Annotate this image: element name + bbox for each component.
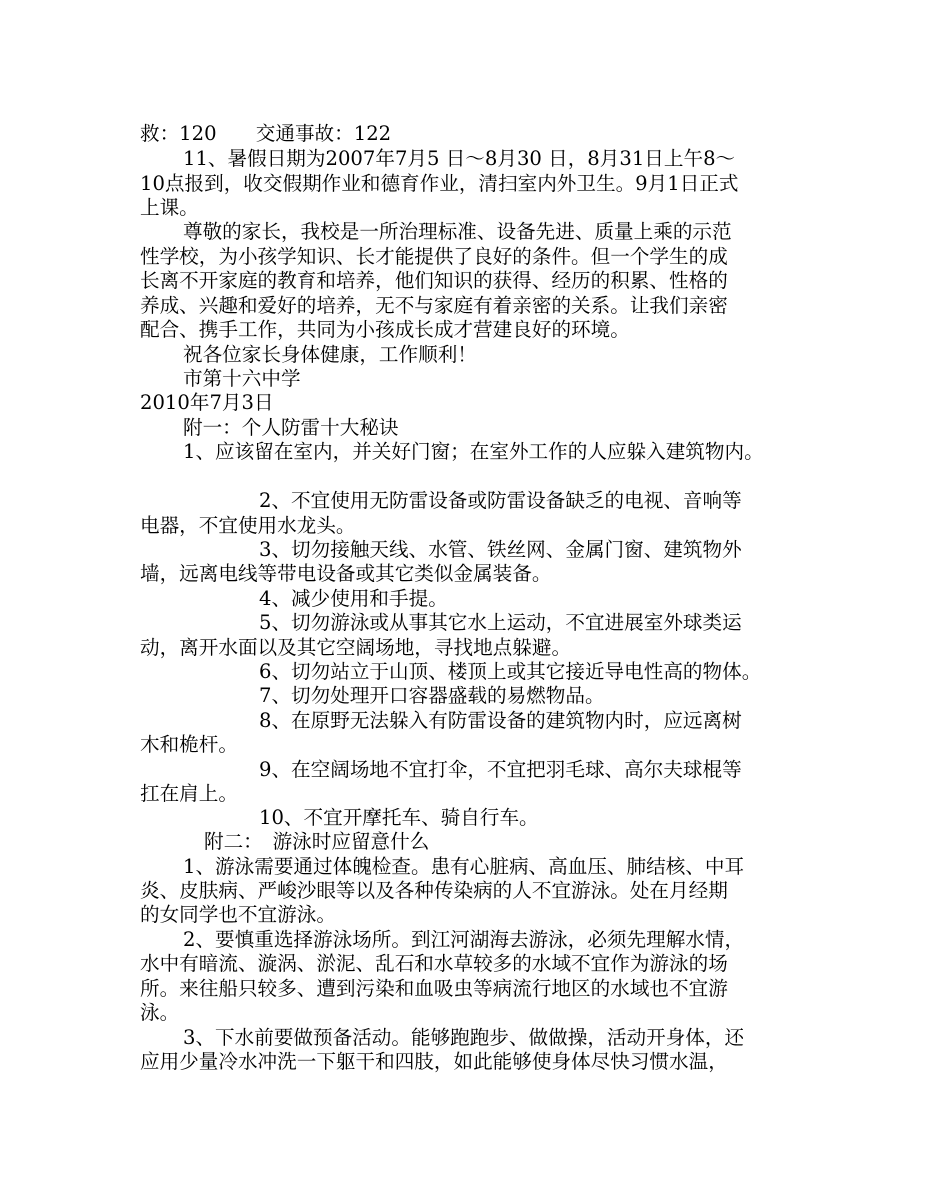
text-line: 11、暑假日期为2007年7月5 日～8月30 日，8月31日上午8～	[183, 147, 736, 170]
signature-date: 2010年7月3日	[140, 391, 274, 414]
text-line: 木和桅杆。	[140, 733, 238, 756]
text-line: 配合、携手工作，共同为小孩成长成才营建良好的环境。	[140, 318, 630, 341]
text-line: 9、在空阔场地不宜打伞，不宜把羽毛球、高尔夫球棍等	[259, 758, 742, 781]
text-line: 2、不宜使用无防雷设备或防雷设备缺乏的电视、音响等	[259, 489, 742, 512]
text-line: 10点报到，收交假期作业和德育作业，清扫室内外卫生。9月1日正式	[140, 172, 739, 195]
text-line: 墙，远离电线等带电设备或其它类似金属装备。	[140, 562, 552, 585]
text-line: 救：120 交通事故：122	[140, 122, 392, 145]
text-line: 动，离开水面以及其它空阔场地，寻找地点躲避。	[140, 636, 572, 659]
appendix-title: 附一：个人防雷十大秘诀	[183, 416, 399, 439]
text-line: 5、切勿游泳或从事其它水上运动，不宜进展室外球类运	[259, 611, 742, 634]
text-line: 长离不开家庭的教育和培养，他们知识的获得、经历的积累、性格的	[140, 269, 728, 292]
text-line: 的女同学也不宜游泳。	[140, 903, 336, 926]
text-line: 应用少量冷水冲洗一下躯干和四肢，如此能够使身体尽快习惯水温，	[140, 1050, 728, 1073]
text-line: 1、应该留在室内，并关好门窗；在室外工作的人应躲入建筑物内。	[183, 440, 764, 463]
signature-school: 市第十六中学	[183, 367, 301, 390]
text-line: 性学校，为小孩学知识、长才能提供了良好的条件。但一个学生的成	[140, 245, 728, 268]
text-line: 6、切勿站立于山顶、楼顶上或其它接近导电性高的物体。	[259, 660, 762, 683]
appendix-title: 附二： 游泳时应留意什么	[204, 830, 430, 853]
text-line: 尊敬的家长，我校是一所治理标准、设备先进、质量上乘的示范	[183, 220, 732, 243]
text-line: 8、在原野无法躲入有防雷设备的建筑物内时，应远离树	[259, 709, 742, 732]
text-line: 泳。	[140, 1001, 180, 1024]
text-line: 3、切勿接触天线、水管、铁丝网、金属门窗、建筑物外	[259, 538, 742, 561]
text-line: 电器，不宜使用水龙头。	[140, 514, 356, 537]
text-line: 祝各位家长身体健康，工作顺利！	[183, 343, 477, 366]
text-line: 4、减少使用和手提。	[259, 587, 448, 610]
text-line: 养成、兴趣和爱好的培养，无不与家庭有着亲密的关系。让我们亲密	[140, 294, 728, 317]
text-line: 10、不宜开摩托车、骑自行车。	[259, 806, 539, 829]
text-line: 水中有暗流、漩涡、淤泥、乱石和水草较多的水域不宜作为游泳的场	[140, 952, 728, 975]
text-line: 1、游泳需要通过体魄检查。患有心脏病、高血压、肺结核、中耳	[183, 855, 745, 878]
text-line: 上课。	[140, 196, 199, 219]
text-line: 炎、皮肤病、严峻沙眼等以及各种传染病的人不宜游泳。处在月经期	[140, 879, 728, 902]
text-line: 7、切勿处理开口容器盛载的易燃物品。	[259, 684, 605, 707]
text-line: 2、要慎重选择游泳场所。到江河湖海去游泳，必须先理解水情，	[183, 928, 745, 951]
text-line: 3、下水前要做预备活动。能够跑跑步、做做操，活动开身体，还	[183, 1026, 745, 1049]
text-line: 扛在肩上。	[140, 782, 238, 805]
text-line: 所。来往船只较多、遭到污染和血吸虫等病流行地区的水域也不宜游	[140, 977, 728, 1000]
